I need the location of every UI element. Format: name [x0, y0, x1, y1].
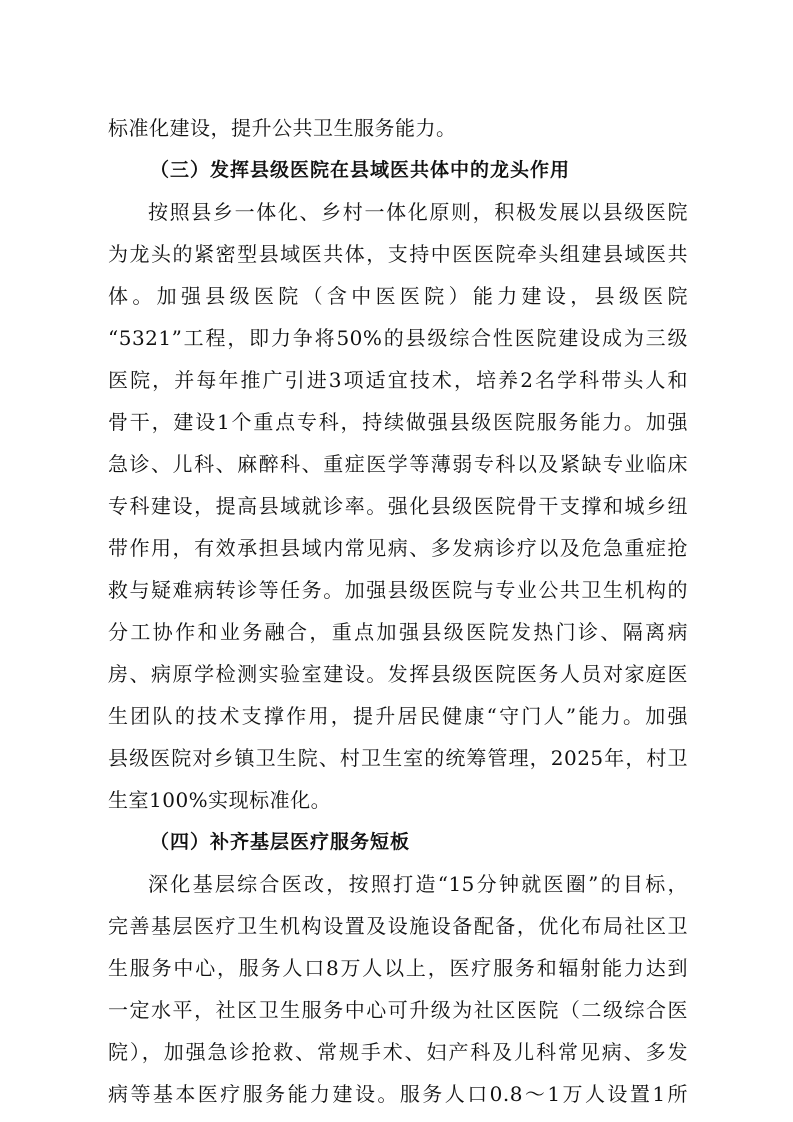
- paragraph-line: 院），加强急诊抢救、常规手术、妇产科及儿科常见病、多发: [108, 1040, 688, 1064]
- paragraph-line: 完善基层医疗卫生机构设置及设施设备配备，优化布局社区卫: [108, 914, 688, 938]
- paragraph-line: 体。加强县级医院（含中医医院）能力建设，县级医院: [108, 284, 688, 308]
- paragraph-line: 急诊、儿科、麻醉科、重症医学等薄弱专科以及紧缺专业临床: [108, 452, 688, 476]
- paragraph-line: 标准化建设，提升公共卫生服务能力。: [108, 116, 457, 140]
- paragraph-line: 按照县乡一体化、乡村一体化原则，积极发展以县级医院: [148, 200, 688, 224]
- section-heading-3: （三）发挥县级医院在县域医共体中的龙头作用: [150, 159, 571, 181]
- paragraph-line: 医院，并每年推广引进3项适宜技术，培养2名学科带头人和: [108, 368, 688, 392]
- paragraph-line: 生团队的技术支撑作用，提升居民健康“守门人”能力。加强: [108, 704, 688, 728]
- paragraph-line: 县级医院对乡镇卫生院、村卫生室的统筹管理，2025年，村卫: [108, 746, 688, 770]
- paragraph-line: 一定水平，社区卫生服务中心可升级为社区医院（二级综合医: [108, 998, 688, 1022]
- paragraph-line: 带作用，有效承担县域内常见病、多发病诊疗以及危急重症抢: [108, 536, 688, 560]
- paragraph-line: 生服务中心，服务人口8万人以上，医疗服务和辐射能力达到: [108, 956, 688, 980]
- paragraph-line: 为龙头的紧密型县域医共体，支持中医医院牵头组建县域医共: [108, 242, 688, 266]
- paragraph-line: 生室100%实现标准化。: [108, 788, 332, 812]
- paragraph-line: “5321”工程，即力争将50%的县级综合性医院建设成为三级: [108, 326, 688, 350]
- paragraph-line: 房、病原学检测实验室建设。发挥县级医院医务人员对家庭医: [108, 662, 688, 686]
- paragraph-line: 病等基本医疗服务能力建设。服务人口0.8～1万人设置1所: [108, 1082, 688, 1106]
- paragraph-line: 分工协作和业务融合，重点加强县级医院发热门诊、隔离病: [108, 620, 688, 644]
- paragraph-line: 深化基层综合医改，按照打造“15分钟就医圈”的目标，: [148, 872, 688, 896]
- paragraph-line: 骨干，建设1个重点专科，持续做强县级医院服务能力。加强: [108, 410, 688, 434]
- section-heading-4: （四）补齐基层医疗服务短板: [150, 831, 411, 853]
- paragraph-line: 救与疑难病转诊等任务。加强县级医院与专业公共卫生机构的: [108, 578, 688, 602]
- paragraph-line: 专科建设，提高县域就诊率。强化县级医院骨干支撑和城乡纽: [108, 494, 688, 518]
